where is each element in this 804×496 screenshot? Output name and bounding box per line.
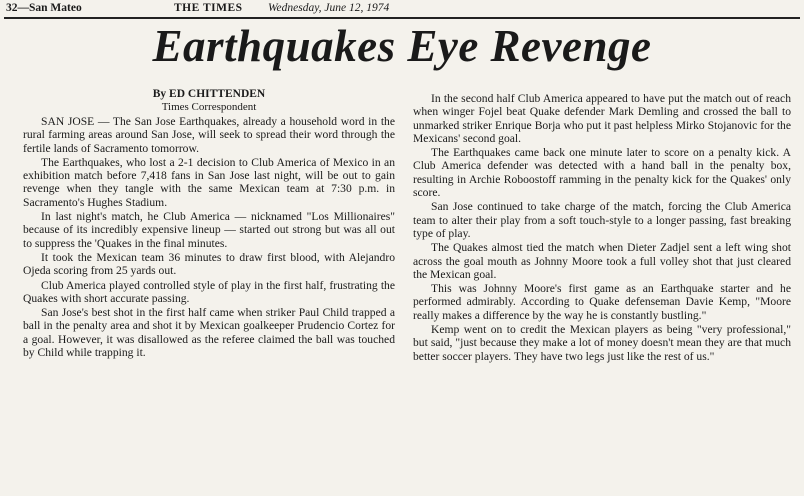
headline: Earthquakes Eye Revenge	[152, 21, 652, 71]
issue-date: Wednesday, June 12, 1974	[268, 2, 390, 14]
paragraph: San Jose continued to take charge of the match, forcing the Club America team to alter their play from a soft touch-style to a longer passing, fast breaking type of play.	[413, 200, 791, 240]
paragraph: In last night's match, he Club America — nicknamed "Los Millionaires" because of its incredibly expensive lineup — started out strong but was all out to suppress the 'Quakes in the final minutes.	[23, 210, 395, 250]
masthead-rule	[4, 17, 800, 19]
paragraph: The Earthquakes, who lost a 2-1 decision to Club America of Mexico in an exhibition match before 7,418 fans in San Jose last night, will be out to gain revenge when they tangle with the same Mexican team at 7:30 p.m. in Sacramento's Hughes Stadium.	[23, 155, 395, 209]
newspaper-name: THE TIMES	[174, 2, 243, 14]
paragraph: In the second half Club America appeared to have put the match out of reach when winger Fojel beat Quake defender Mark Demling and crossed the ball to unmarked striker Enrique Borja who put it past helpless Mirko Stojanovic for the Mexicans' second goal.	[413, 92, 791, 145]
paragraph: Kemp went on to credit the Mexican players as being "very professional," but said, "just because they make a lot of money doesn't mean they are that much better soccer players. They have two legs just like the rest of us."	[413, 323, 791, 363]
masthead	[6, 2, 796, 18]
paragraph: SAN JOSE — The San Jose Earthquakes, already a household word in the rural farming areas around San Jose, will seek to spread their word through the fertile lands of Sacramento tomorrow.	[23, 115, 395, 155]
article-column-left	[23, 88, 395, 494]
paragraph: It took the Mexican team 36 minutes to draw first blood, with Alejandro Ojeda scoring from 25 yards out.	[23, 250, 395, 278]
paragraph: This was Johnny Moore's first game as an Earthquake starter and he performed admirably. According to Quake defenseman Davie Kemp, "Moore really makes a difference by the way he is constantly bustling."	[413, 282, 791, 322]
page-number: 32—San Mateo	[6, 2, 82, 14]
byline: By ED CHITTENDEN	[152, 88, 266, 100]
paragraph: Club America played controlled style of play in the first half, frustrating the Quakes with short accurate passing.	[23, 278, 395, 305]
byline-credit: Times Correspondent	[161, 101, 257, 113]
paragraph: The Earthquakes came back one minute later to score on a penalty kick. A Club America defender was detected with a hand ball in the penalty box, resulting in Archie Roboostoff ramming in the penalty kick for the Quakes' only score.	[413, 146, 791, 200]
paragraph: The Quakes almost tied the match when Dieter Zadjel sent a left wing shot across the goal mouth as Johnny Moore took a full volley shot that just cleared the Mexican goal.	[413, 241, 791, 281]
article-column-right	[413, 92, 791, 494]
paragraph: San Jose's best shot in the first half came when striker Paul Child trapped a ball in the penalty area and shot it by Mexican goalkeeper Prudencio Cortez for a goal. However, it was disallowed as the referee claimed the ball was touched by Child while trapping it.	[23, 306, 395, 360]
